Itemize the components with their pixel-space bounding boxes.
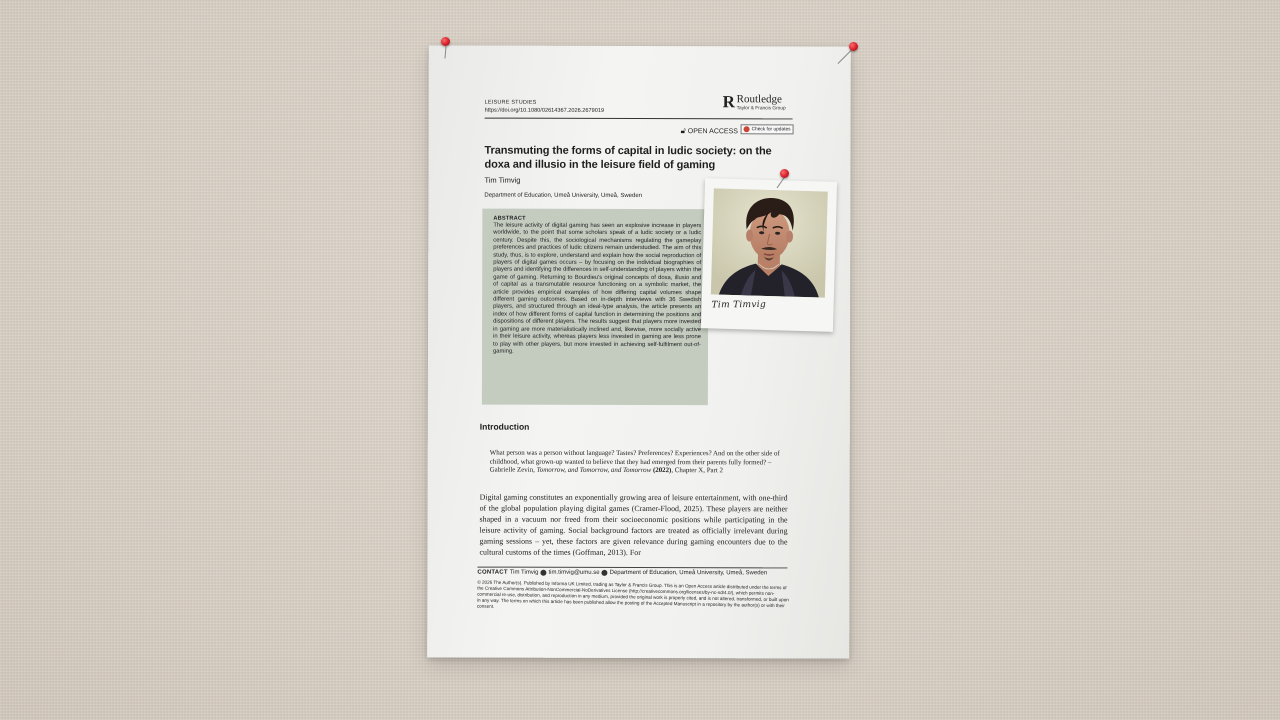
- address-icon: [602, 570, 608, 576]
- quote-book: Tomorrow, and Tomorrow, and Tomorrow: [536, 467, 652, 475]
- email-icon: [540, 570, 546, 576]
- pushpin-top-right: [849, 42, 858, 51]
- author-affiliation: Department of Education, Umeå University, Umeå, Sweden: [484, 192, 643, 200]
- handwritten-signature: Tim Timvig: [711, 299, 767, 311]
- publisher-sub: Taylor & Francis Group: [736, 106, 786, 112]
- pushpin-top-left: [441, 37, 450, 46]
- quote-text: What person was a person without language? Tastes? Preferences? Experiences? And on the other side of childhood, what grown-up wanted to believe that they had emerged from their parents fully formed? – Gabrielle Zevin,: [489, 449, 780, 475]
- journal-name: LEISURE STUDIES: [484, 99, 537, 106]
- check-updates-text: Check for updates: [751, 126, 791, 132]
- abstract-box: [482, 209, 709, 406]
- contact-dept: Department of Education, Umeå University, Umeå, Sweden: [609, 569, 768, 577]
- doi-link: https://doi.org/10.1080/02614367.2026.2679019: [484, 107, 605, 114]
- introduction-heading: Introduction: [479, 421, 530, 432]
- epigraph-quote: [490, 450, 782, 477]
- open-access-text: OPEN ACCESS: [687, 127, 738, 135]
- quote-tail: , Chapter X, Part 2: [671, 467, 724, 475]
- contact-label: CONTACT: [477, 569, 508, 576]
- license-text: © 2026 The Author(s). Published by Informa UK Limited, trading as Taylor & Francis Group. This is an Open Access article distributed under the terms of the Creative Commons Attribution-NonCommercial-NoDerivatives License (http://creativecommons.org/licenses/by-nc-nd/4.0/), which permits non-commercial re-use, distribution, and reproduction in any medium, provided the original work is properly cited, and is not altered, transformed, or built upon in any way. The terms on which this article has been published allow the posting of the Accepted Manuscript in a repository by the author(s) or with their consent.: [476, 579, 789, 610]
- contact-email: tim.timvig@umu.se: [548, 569, 600, 576]
- open-access-label: [681, 126, 738, 136]
- pushpin-polaroid: [780, 169, 789, 178]
- intro-body-text: Digital gaming constitutes an exponentially growing area of leisure entertainment, with one-third of the global population playing digital games (Cramer-Flood, 2025). These players are neither shaped in a vacuum nor freed from their socioeconomic positions while participating in the leisure activity of gaming. Social background factors are treated as officially irrelevant during gaming sessions – yet, these factors are given relevance during gaming encounters due to the cultural customs of the times (Goffman, 2013). For: [479, 492, 788, 558]
- crossmark-icon: [744, 126, 750, 132]
- contact-line: [477, 570, 767, 577]
- quote-year: (2022): [652, 467, 672, 475]
- polaroid-photo: [701, 178, 837, 332]
- author-name: Tim Timvig: [484, 175, 521, 185]
- author-portrait: [711, 188, 828, 297]
- check-updates-badge: [741, 124, 794, 134]
- portrait-illustration: [711, 188, 828, 297]
- routledge-mark: R: [722, 92, 735, 112]
- abstract-label: ABSTRACT: [493, 215, 526, 222]
- abstract-text: The leisure activity of digital gaming has seen an explosive increase in players worldwide, to the point that some scholars speak of a ludic society or a ludic century. Despite this, the sociological mechanisms regulating the gameplay preferences and practices of ludic citizens remain understudied. The aim of this study, thus, is to explore, understand and explain how the social reproduction of players of digital games occurs – by focusing on the individual biographies of players and identifying the differences in self-understanding of players within the game of gaming. Returning to Bourdieu's original concepts of doxa, illusio and of capital as a transmutable resource functioning on a symbolic market, the article provides empirical examples of how differing capital volumes shape different gaming outcomes. Based on in-depth interviews with 36 Swedish players, and structured through an ideal-type analysis, the article presents an index of how different forms of capital function in determining the positions and dispositions of different players. The results suggest that players more invested in gaming are more materialistically inclined and, likewise, more socially active in their leisure activity, whereas players less invested in gaming are less prone to play with other players, but more invested in achieving self-fulfilment out-of-gaming.: [492, 222, 702, 355]
- contact-name: Tim Timvig: [509, 569, 539, 576]
- article-title: Transmuting the forms of capital in ludic society: on the doxa and illusio in the leisure field of gaming: [484, 144, 772, 172]
- publisher-name: Routledge: [736, 93, 782, 106]
- footer-rule: [477, 567, 787, 569]
- open-lock-icon: 🔓︎: [680, 126, 686, 136]
- header-rule: [485, 118, 793, 120]
- paper-sheet: [427, 45, 851, 658]
